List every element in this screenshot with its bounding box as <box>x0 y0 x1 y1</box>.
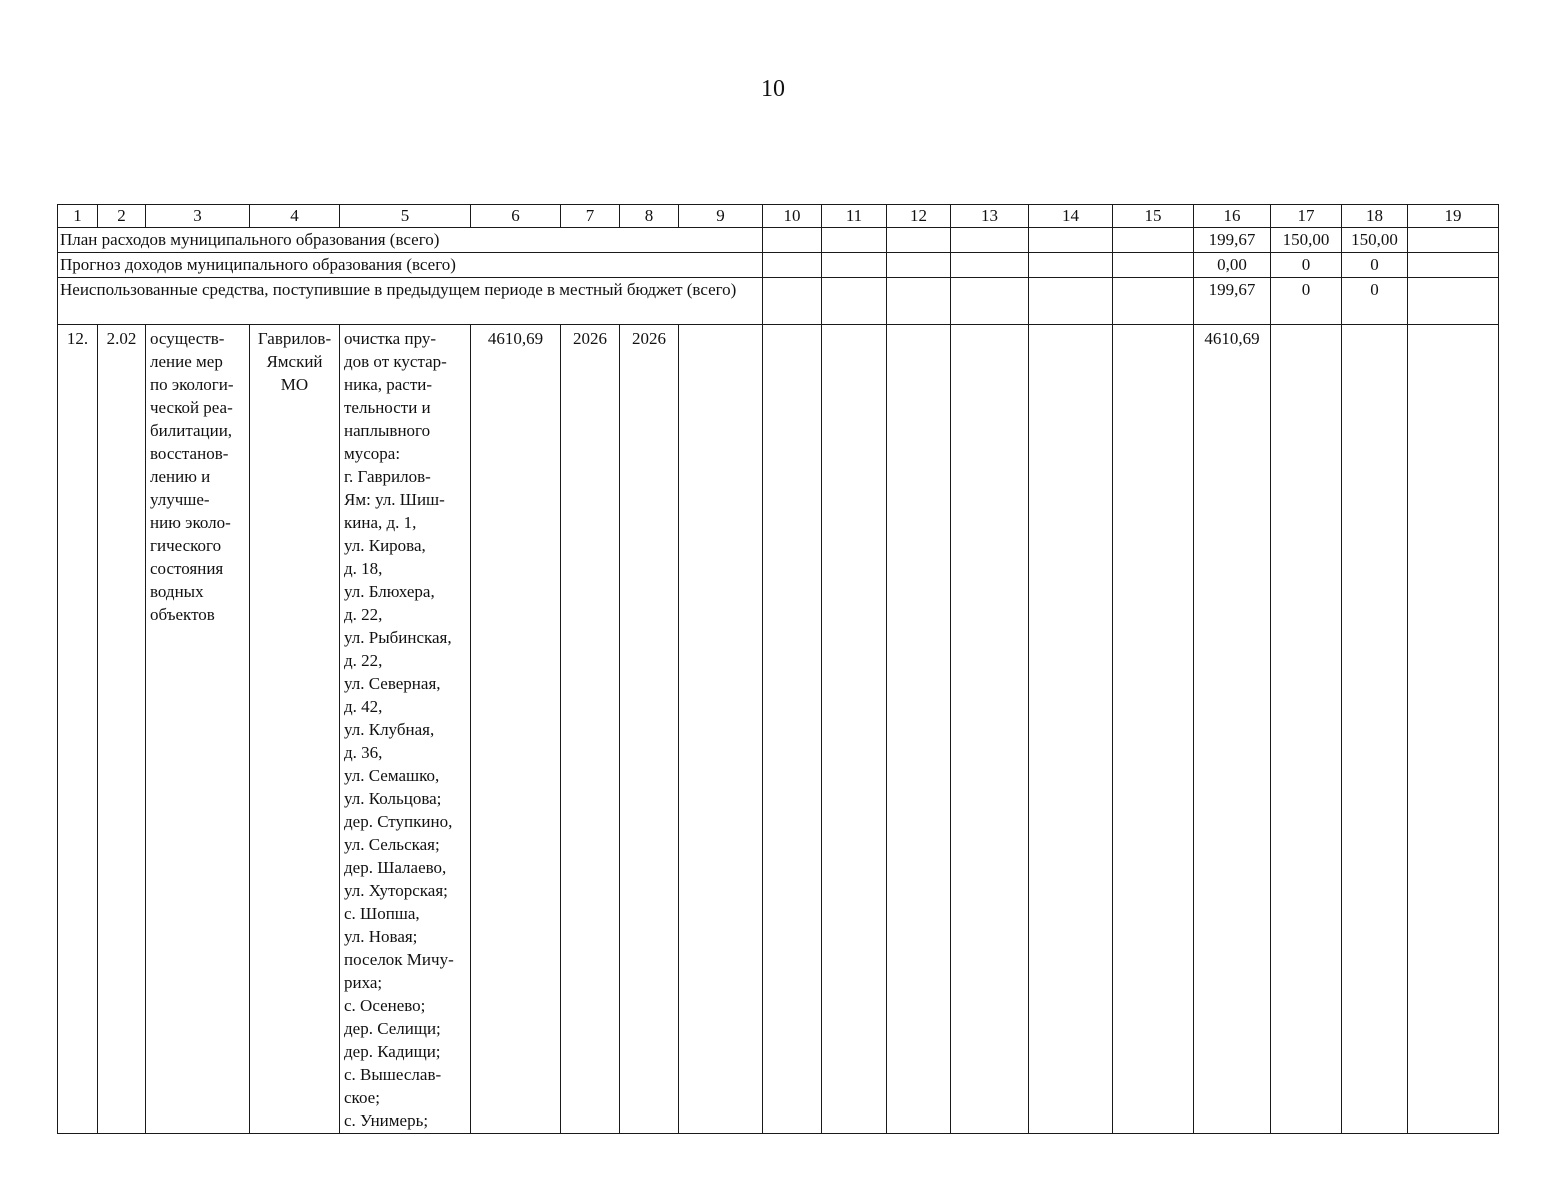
value-col16: 0,00 <box>1194 253 1271 278</box>
column-number: 7 <box>561 205 620 228</box>
column-number: 12 <box>887 205 951 228</box>
unused-funds-row <box>58 278 1499 325</box>
column-number: 5 <box>340 205 471 228</box>
expense-plan-row <box>58 228 1499 253</box>
value-col17: 0 <box>1271 278 1342 325</box>
summary-label: План расходов муниципального образования (всего) <box>58 228 763 253</box>
empty-cell <box>822 253 887 278</box>
empty-cell <box>763 253 822 278</box>
column-number: 10 <box>763 205 822 228</box>
column-number: 13 <box>951 205 1029 228</box>
empty-cell <box>951 253 1029 278</box>
start-year: 2026 <box>561 325 620 1134</box>
value-col18: 0 <box>1342 278 1408 325</box>
empty-cell <box>1342 325 1408 1134</box>
cost-value: 4610,69 <box>471 325 561 1134</box>
column-number: 6 <box>471 205 561 228</box>
empty-cell <box>822 278 887 325</box>
column-number: 18 <box>1342 205 1408 228</box>
column-number: 11 <box>822 205 887 228</box>
empty-cell <box>1408 278 1499 325</box>
value-col16: 4610,69 <box>1194 325 1271 1134</box>
column-number: 9 <box>679 205 763 228</box>
column-number: 4 <box>250 205 340 228</box>
empty-cell <box>951 325 1029 1134</box>
empty-cell <box>1029 228 1113 253</box>
empty-cell <box>1408 325 1499 1134</box>
column-number: 16 <box>1194 205 1271 228</box>
empty-cell <box>1029 325 1113 1134</box>
column-number: 3 <box>146 205 250 228</box>
column-number: 17 <box>1271 205 1342 228</box>
page-number: 10 <box>761 76 785 102</box>
municipality: Гаврилов- Ямский МО <box>250 325 340 1134</box>
empty-cell <box>887 253 951 278</box>
income-forecast-row <box>58 253 1499 278</box>
empty-cell <box>822 325 887 1134</box>
value-col18: 150,00 <box>1342 228 1408 253</box>
empty-cell <box>887 228 951 253</box>
empty-cell <box>1271 325 1342 1134</box>
summary-label: Прогноз доходов муниципального образования (всего) <box>58 253 763 278</box>
row-number: 12. <box>58 325 98 1134</box>
column-number: 8 <box>620 205 679 228</box>
end-year: 2026 <box>620 325 679 1134</box>
empty-cell <box>887 278 951 325</box>
empty-cell <box>1113 253 1194 278</box>
value-col17: 0 <box>1271 253 1342 278</box>
empty-cell <box>951 228 1029 253</box>
summary-label: Неиспользованные средства, поступившие в предыдущем периоде в местный бюджет (всего) <box>58 278 763 325</box>
empty-cell <box>1408 228 1499 253</box>
empty-cell <box>1113 228 1194 253</box>
value-col16: 199,67 <box>1194 228 1271 253</box>
value-col18: 0 <box>1342 253 1408 278</box>
empty-cell <box>1113 278 1194 325</box>
measure-description: осуществ- ление мер по экологи- ческой реа- билитации, восстанов- лению и улучше- нию эколо- гического состояния водных объектов <box>146 325 250 1134</box>
empty-cell <box>1029 253 1113 278</box>
empty-cell <box>822 228 887 253</box>
value-col16: 199,67 <box>1194 278 1271 325</box>
column-number: 1 <box>58 205 98 228</box>
program-table <box>57 204 1499 1134</box>
empty-cell <box>679 325 763 1134</box>
column-number: 2 <box>98 205 146 228</box>
measure-row <box>58 325 1499 1134</box>
column-number: 15 <box>1113 205 1194 228</box>
empty-cell <box>1408 253 1499 278</box>
value-col17: 150,00 <box>1271 228 1342 253</box>
column-number: 14 <box>1029 205 1113 228</box>
empty-cell <box>763 228 822 253</box>
empty-cell <box>887 325 951 1134</box>
empty-cell <box>1029 278 1113 325</box>
column-number-row <box>58 205 1499 228</box>
measure-code: 2.02 <box>98 325 146 1134</box>
empty-cell <box>1113 325 1194 1134</box>
column-number: 19 <box>1408 205 1499 228</box>
empty-cell <box>951 278 1029 325</box>
work-description: очистка пру- дов от кустар- ника, расти- тельности и наплывного мусора: г. Гаврилов- Ям: ул. Шиш- кина, д. 1, ул. Кирова, д. 18, ул. Блюхера, д. 22, ул. Рыбинская, д. 22, ул. Северная, д. 42, ул. Клубная, д. 36, ул. Семашко, ул. Кольцова; дер. Ступкино, ул. Сельская; дер. Шалаево, ул. Хуторская; с. Шопша, ул. Новая; поселок Мичу- риха; с. Осенево; дер. Селищи; дер. Кадищи; с. Вышеслав- ское; с. Унимерь; <box>340 325 471 1134</box>
empty-cell <box>763 325 822 1134</box>
empty-cell <box>763 278 822 325</box>
